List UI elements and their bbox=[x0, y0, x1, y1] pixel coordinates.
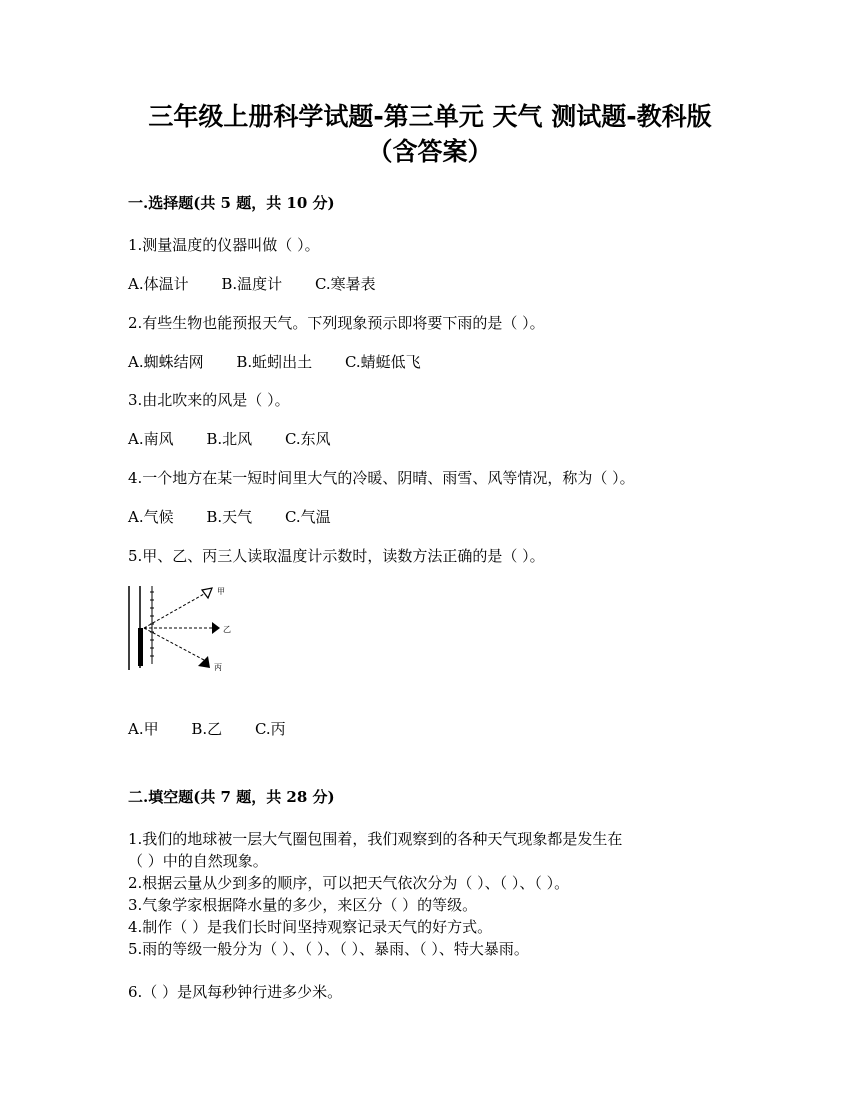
option: C.蜻蜓低飞 bbox=[344, 353, 421, 371]
option: A.蜘蛛结网 bbox=[128, 353, 204, 371]
fill-line: 5.雨的等级一般分为（ ）、（ ）、（ ）、暴雨、（ ）、特大暴雨。 bbox=[128, 940, 529, 958]
option: C.气温 bbox=[284, 508, 331, 526]
fill-line: 2.根据云量从少到多的顺序，可以把天气依次分为（ ）、（ ）、（ ）。 bbox=[128, 874, 570, 892]
question-options bbox=[128, 274, 404, 294]
option: C.东风 bbox=[284, 430, 331, 448]
fill-line: 4.制作（ ）是我们长时间坚持观察记录天气的好方式。 bbox=[128, 918, 493, 936]
section-heading-fill: 二.填空题(共 7 题，共 28 分) bbox=[128, 788, 335, 806]
option: A.气候 bbox=[128, 508, 174, 526]
option: B.北风 bbox=[206, 430, 253, 448]
page-title: 三年级上册科学试题-第三单元 天气 测试题-教科版 bbox=[148, 102, 712, 131]
option: C.寒暑表 bbox=[314, 275, 376, 293]
question-text: 2.有些生物也能预报天气。下列现象预示即将要下雨的是（ ）。 bbox=[128, 314, 545, 332]
question-options bbox=[128, 507, 359, 527]
option: B.天气 bbox=[206, 508, 253, 526]
question-options bbox=[128, 719, 314, 739]
thermometer-reading-figure bbox=[126, 584, 234, 674]
question-options bbox=[128, 352, 449, 372]
fill-line: 1.我们的地球被一层大气圈包围着，我们观察到的各种天气现象都是发生在 bbox=[128, 830, 623, 848]
figure-label: 丙 bbox=[214, 663, 222, 672]
option: A.甲 bbox=[128, 720, 159, 738]
option: C.丙 bbox=[254, 720, 286, 738]
option: B.温度计 bbox=[221, 275, 283, 293]
question-text: 1.测量温度的仪器叫做（ ）。 bbox=[128, 236, 320, 254]
figure-label: 甲 bbox=[217, 587, 225, 596]
option: A.南风 bbox=[128, 430, 174, 448]
question-text: 3.由北吹来的风是（ ）。 bbox=[128, 391, 290, 409]
page-subtitle: （含答案） bbox=[367, 137, 493, 166]
option: A.体温计 bbox=[128, 275, 189, 293]
question-text: 5.甲、乙、丙三人读取温度计示数时，读数方法正确的是（ ）。 bbox=[128, 547, 545, 565]
fill-line: （ ）中的自然现象。 bbox=[128, 852, 268, 870]
section-heading-choice: 一.选择题(共 5 题，共 10 分) bbox=[128, 194, 335, 212]
fill-line: 6.（ ）是风每秒钟行进多少米。 bbox=[128, 983, 343, 1001]
option: B.蚯蚓出土 bbox=[236, 353, 313, 371]
question-options bbox=[128, 429, 359, 449]
question-text: 4.一个地方在某一短时间里大气的冷暖、阴晴、雨雪、风等情况，称为（ ）。 bbox=[128, 469, 635, 487]
fill-line: 3.气象学家根据降水量的多少，来区分（ ）的等级。 bbox=[128, 896, 478, 914]
figure-label: 乙 bbox=[223, 625, 231, 634]
option: B.乙 bbox=[191, 720, 223, 738]
